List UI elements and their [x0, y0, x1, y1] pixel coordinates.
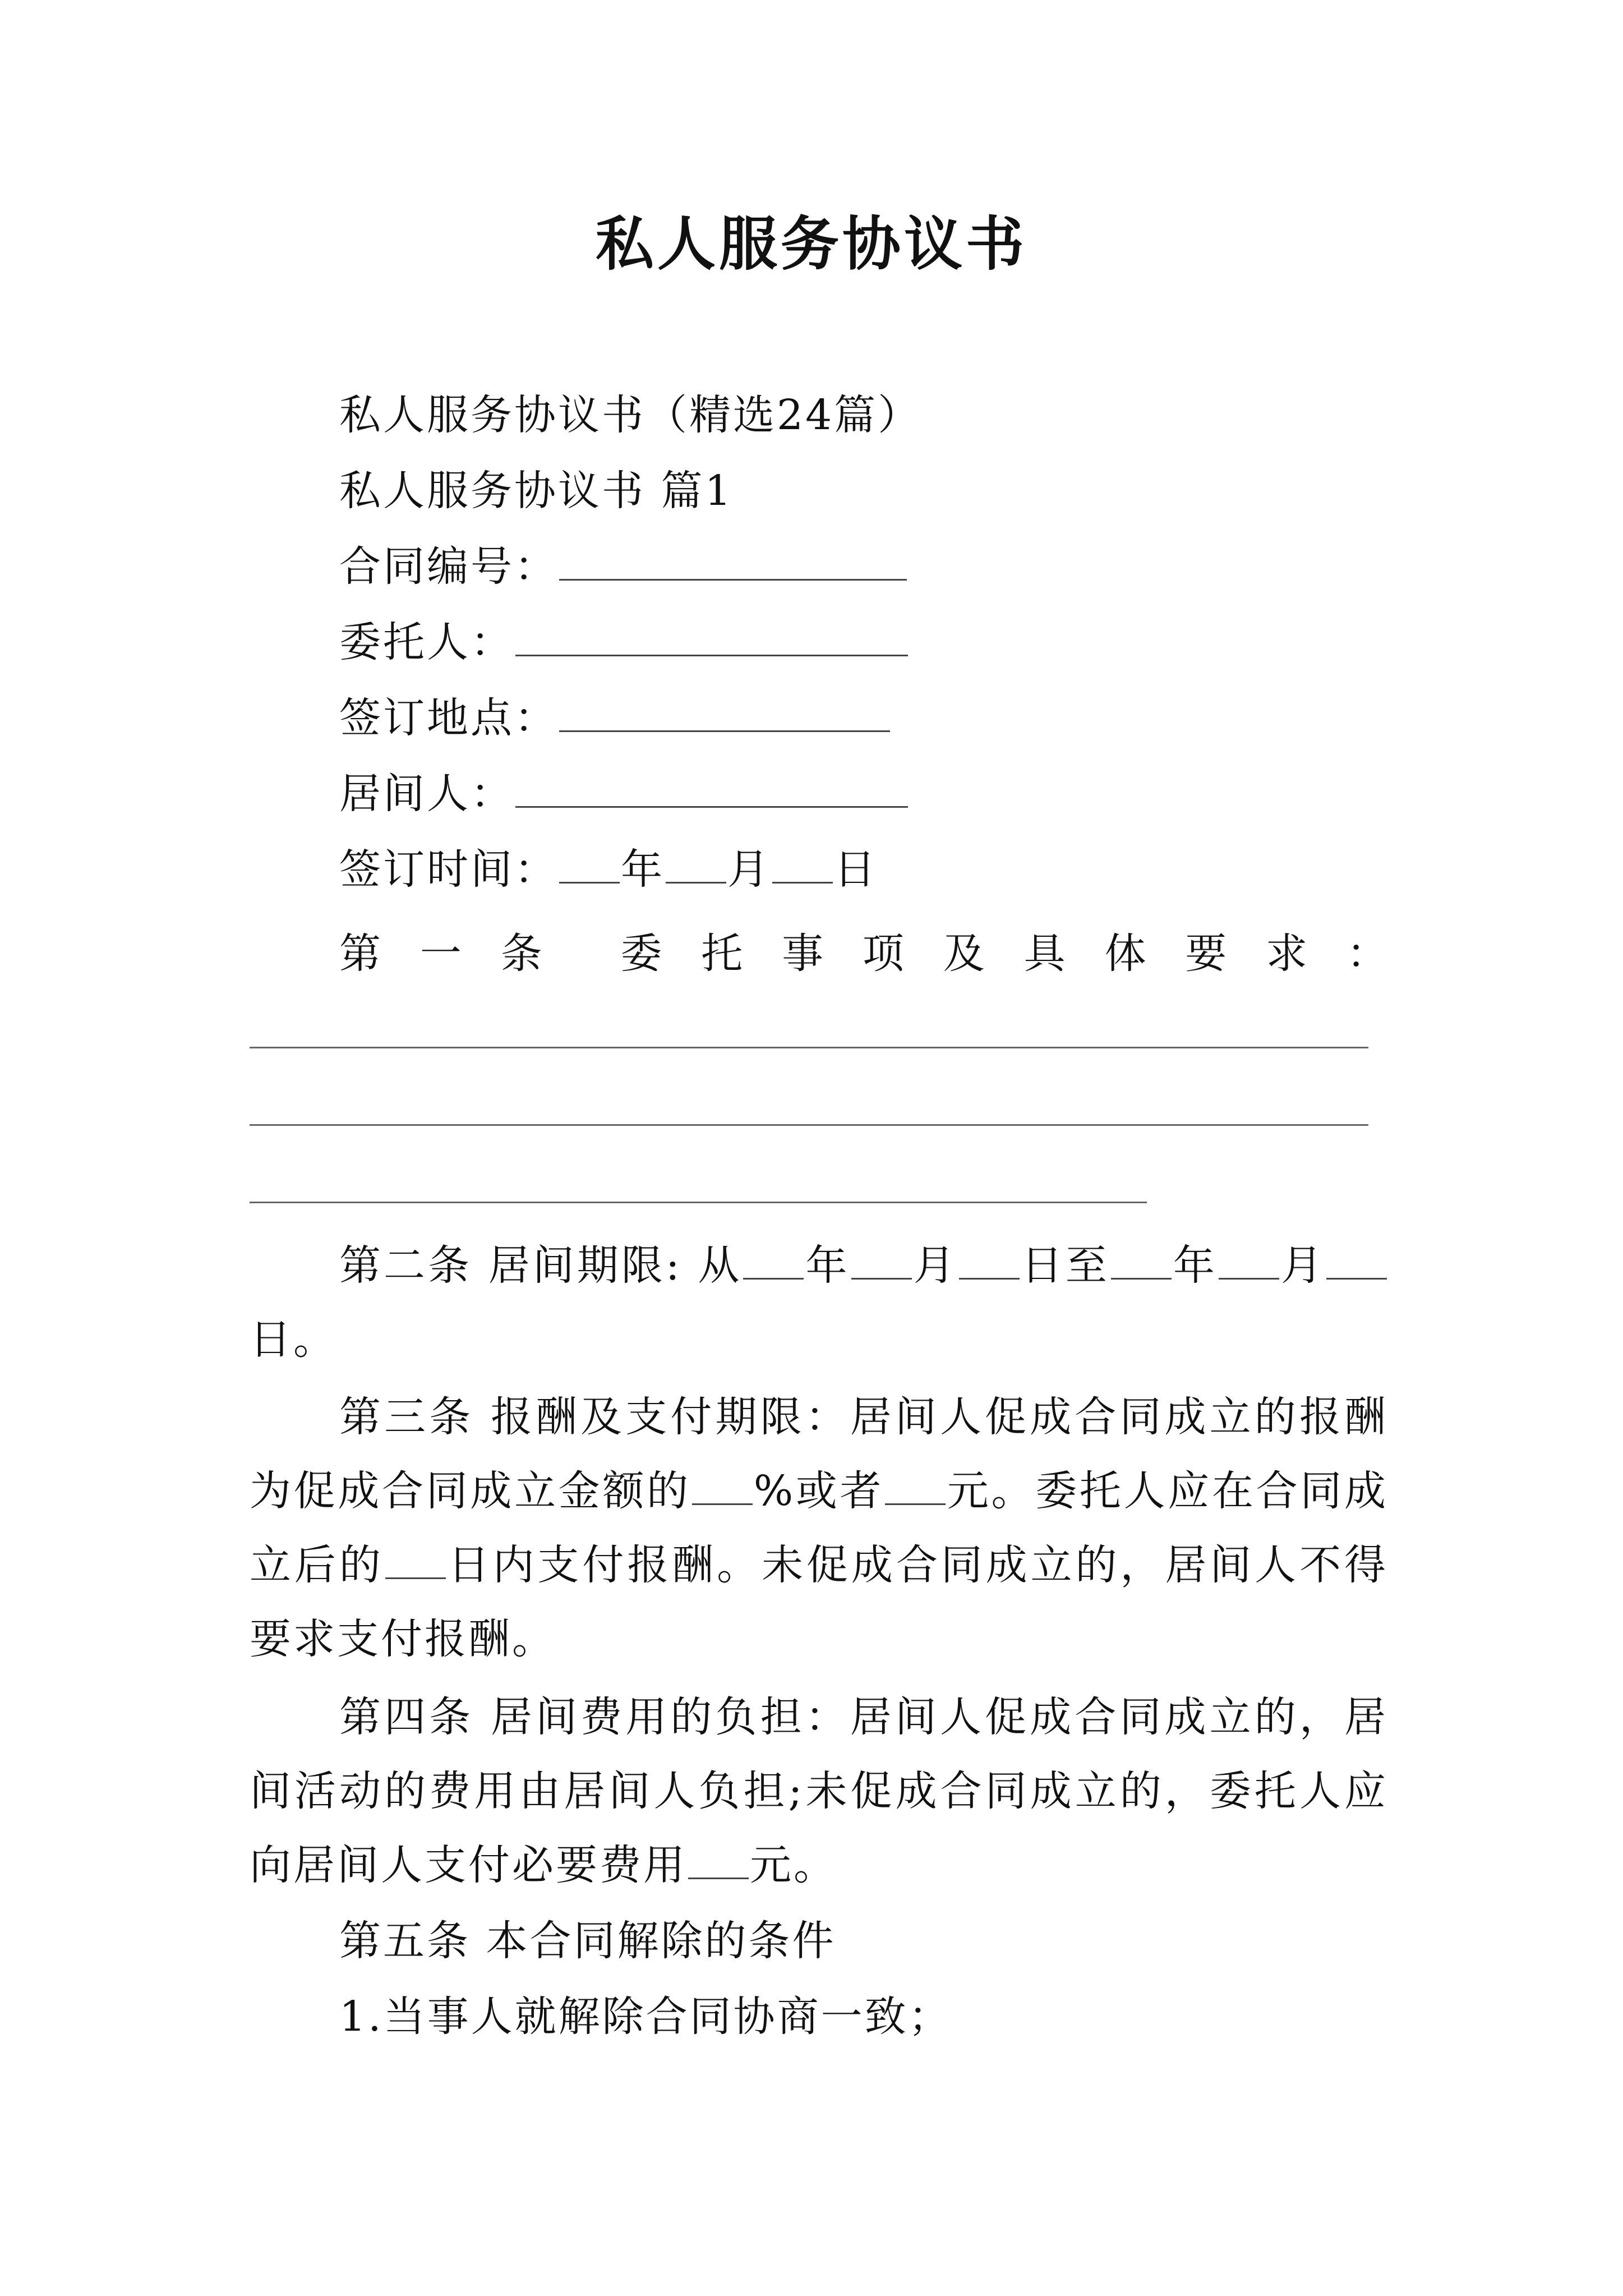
intermediary-label: 居间人：: [339, 770, 514, 818]
start-month-blank[interactable]: [851, 1239, 912, 1280]
article1-char: 一: [419, 930, 462, 978]
article2-end: 日。: [250, 1315, 337, 1364]
end-month-blank[interactable]: [1219, 1239, 1279, 1280]
section-heading: 私人服务协议书 篇1: [339, 467, 734, 515]
article1-char: 及: [943, 930, 985, 978]
principal-field: [339, 614, 909, 670]
article4-paragraph: [250, 1680, 1388, 1902]
article1-char: 要: [1185, 930, 1227, 978]
contract-number-field: [339, 539, 908, 595]
article2-year: 年: [805, 1241, 850, 1290]
end-day-blank[interactable]: [1326, 1239, 1387, 1280]
article1-char: ：: [1346, 930, 1388, 978]
intermediary-blank[interactable]: [515, 767, 908, 808]
intermediary-field: [339, 766, 909, 822]
article3-text-1: 第三条 报酬及支付期限：居间人促成合同成立的报酬为促成合同成立金额的: [250, 1393, 1388, 1515]
year-label: 年: [621, 845, 665, 894]
sign-month-blank[interactable]: [666, 843, 726, 884]
article2-lead: 第二条 居间期限: 从: [339, 1241, 743, 1290]
article1-char: 体: [1104, 930, 1146, 978]
sign-year-blank[interactable]: [559, 843, 620, 884]
article5-heading: 第五条 本合同解除的条件: [339, 1917, 836, 1965]
article1-heading: [339, 926, 1388, 982]
article5-item-1: 1.当事人就解除合同协商一致；: [339, 1993, 952, 2041]
month-label: 月: [727, 845, 771, 894]
contract-number-blank[interactable]: [559, 540, 907, 581]
contract-number-label: 合同编号：: [339, 542, 558, 591]
article1-blank-line-3[interactable]: [250, 1202, 1147, 1203]
sign-time-field: [339, 841, 878, 898]
article1-char: 托: [701, 930, 743, 978]
article2-paragraph: [250, 1228, 1388, 1377]
sign-place-field: [339, 690, 891, 746]
expense-amount-blank[interactable]: [688, 1838, 749, 1879]
sign-time-label: 签订时间：: [339, 845, 558, 894]
article2-day-to: 日至: [1020, 1241, 1110, 1290]
principal-label: 委托人：: [339, 618, 514, 666]
article2-month: 月: [912, 1241, 958, 1290]
article4-text-1: 第四条 居间费用的负担：居间人促成合同成立的，居间活动的费用由居间人负担;未促成合同成立的，委托人应向居间人支付必要费用: [250, 1693, 1388, 1889]
article1-blank-line-1[interactable]: [250, 1047, 1368, 1048]
article3-paragraph: [250, 1380, 1388, 1676]
sign-place-label: 签订地点：: [339, 694, 558, 742]
article3-text-2: %或者: [753, 1467, 884, 1515]
payment-days-blank[interactable]: [385, 1538, 446, 1579]
start-day-blank[interactable]: [959, 1239, 1020, 1280]
article1-char: 委: [620, 930, 662, 978]
start-year-blank[interactable]: [743, 1239, 804, 1280]
subtitle: 私人服务协议书（精选24篇）: [339, 391, 922, 439]
article1-char: 第: [339, 930, 381, 978]
sign-place-blank[interactable]: [559, 691, 890, 732]
article1-char: 条: [500, 930, 542, 978]
principal-blank[interactable]: [515, 615, 908, 656]
article3-text-3: 元。委托人应在合同成立后的: [250, 1467, 1389, 1589]
article1-char: 求: [1266, 930, 1308, 978]
article1-blank-line-2[interactable]: [250, 1124, 1368, 1126]
article1-char: 项: [862, 930, 904, 978]
reward-percent-blank[interactable]: [692, 1464, 753, 1505]
article1-char: 具: [1023, 930, 1066, 978]
end-year-blank[interactable]: [1111, 1239, 1172, 1280]
article2-year2: 年: [1172, 1241, 1218, 1290]
sign-day-blank[interactable]: [772, 843, 833, 884]
article4-text-2: 元。: [750, 1841, 837, 1889]
article1-char: 事: [782, 930, 824, 978]
day-label: 日: [834, 845, 878, 894]
reward-amount-blank[interactable]: [885, 1464, 946, 1505]
article2-month2: 月: [1280, 1241, 1326, 1290]
article3-text-4: 日内支付报酬。未促成合同成立的，居间人不得要求支付报酬。: [250, 1541, 1388, 1663]
document-title: 私人服务协议书: [595, 209, 1027, 278]
